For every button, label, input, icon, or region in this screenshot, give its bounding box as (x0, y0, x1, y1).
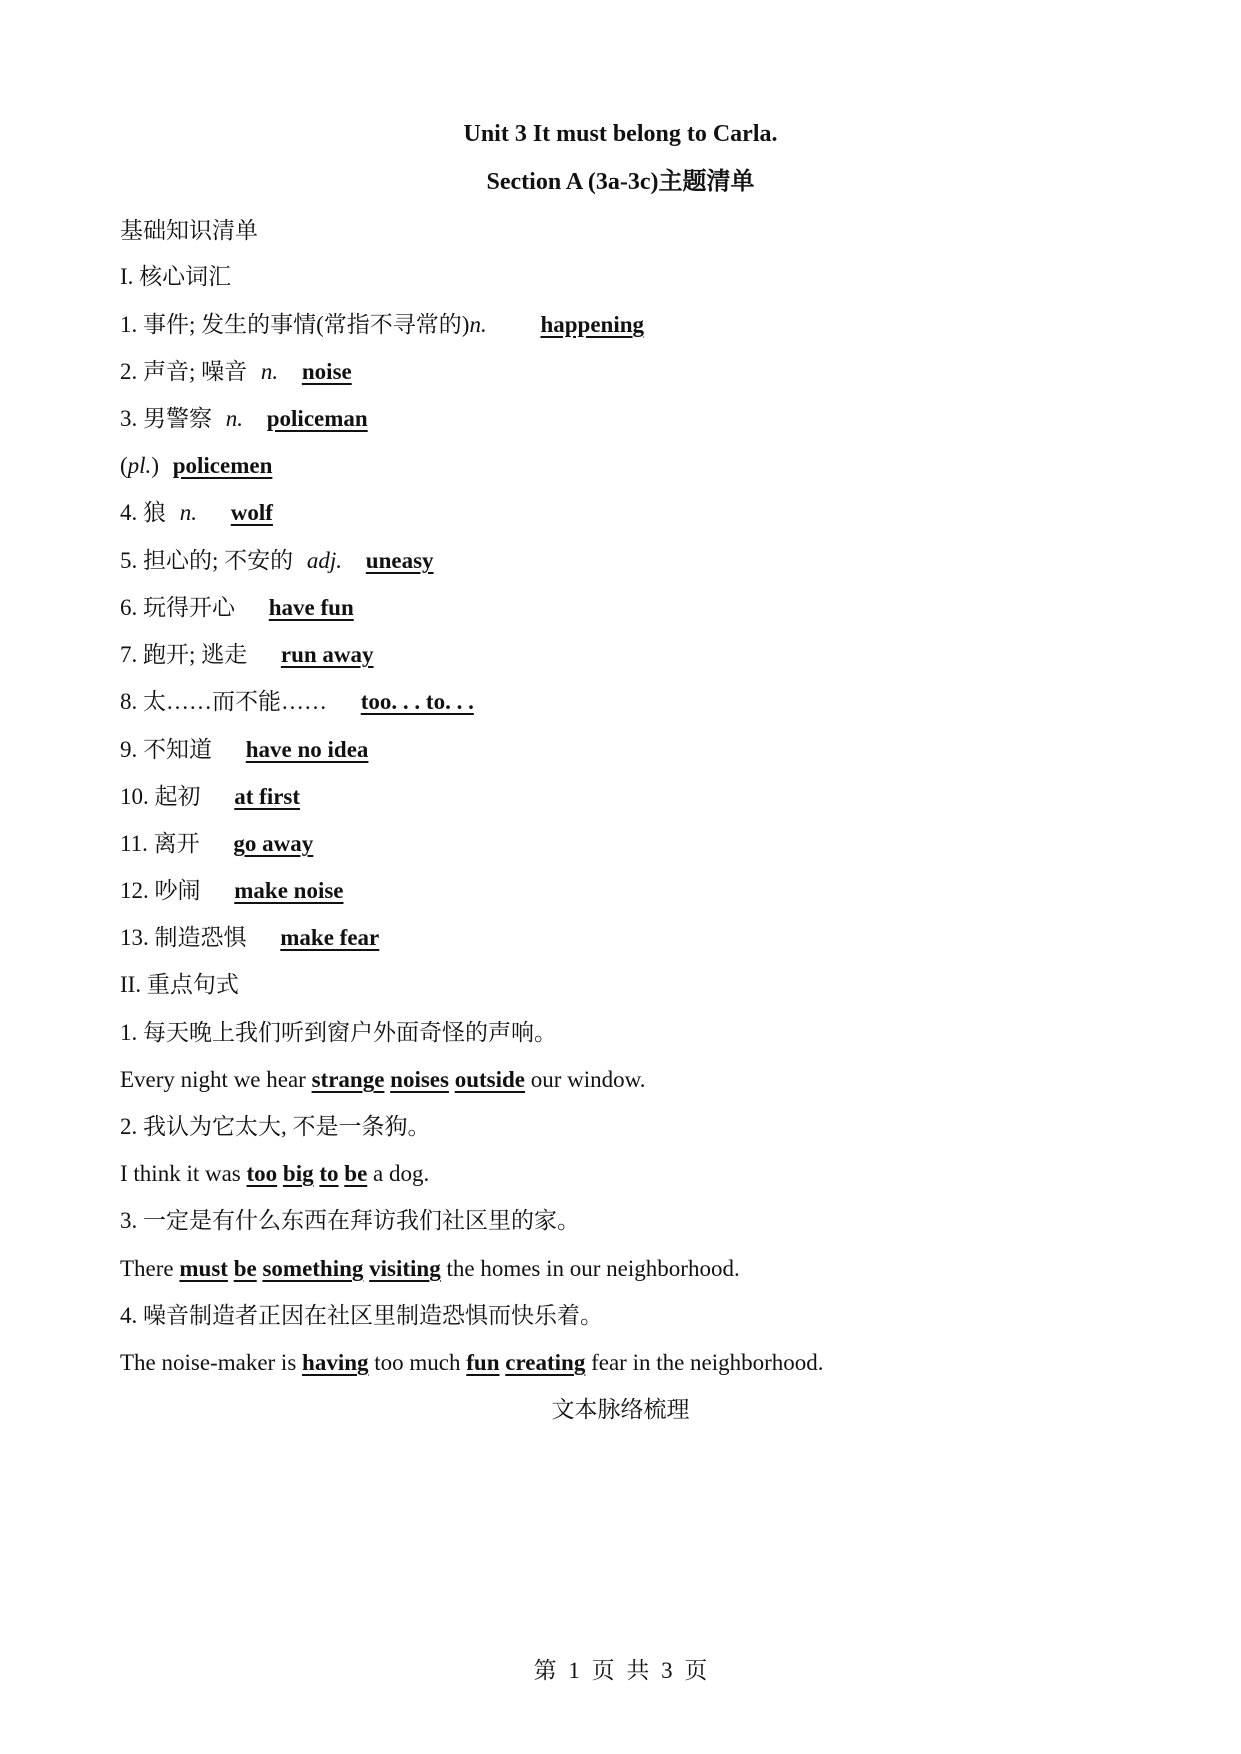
vocab-answer: noise (301, 359, 352, 384)
vocab-cn-close: ) (151, 453, 159, 478)
outline-heading: 文本脉络梳理 (551, 1397, 690, 1422)
vocab-num: 10. (120, 784, 149, 809)
vocab-item (120, 923, 379, 953)
vocab-cn: 制造恐惧 (154, 925, 247, 950)
section-title: Section A (3a-3c)主题清单 (486, 169, 755, 195)
vocab-num: 6. (120, 595, 138, 620)
vocab-pos: n. (179, 500, 197, 525)
vocab-item (120, 498, 273, 528)
sentence-cn: 2. 我认为它太大, 不是一条狗。 (120, 1114, 431, 1139)
vocab-num: 9. (120, 737, 138, 762)
vocab-pos: adj. (306, 548, 343, 573)
vocab-answer: uneasy (365, 548, 434, 573)
vocab-num: 11. (120, 831, 148, 856)
vocab-cn: 不知道 (143, 737, 212, 762)
vocab-cn: 担心的; 不安的 (143, 548, 294, 573)
sentence-answer: having (302, 1350, 369, 1375)
vocab-pos: pl. (127, 453, 152, 478)
sentence-en (120, 1065, 646, 1095)
sentence-answer: be (233, 1256, 257, 1281)
sentence-text: our window. (525, 1067, 646, 1092)
vocab-cn: 太……而不能…… (143, 689, 327, 714)
vocab-answer: make noise (234, 878, 344, 903)
vocab-item (120, 546, 434, 576)
vocab-answer: wolf (230, 500, 273, 525)
vocab-answer: go away (233, 831, 314, 856)
vocab-answer: too. . . to. . . (360, 689, 474, 714)
vocab-pos: n. (260, 359, 279, 384)
vocab-item (120, 687, 474, 717)
vocab-num: 8. (120, 689, 138, 714)
vocab-cn: 玩得开心 (143, 595, 235, 620)
sentence-text: too much (368, 1350, 467, 1375)
sentence-cn: 1. 每天晚上我们听到窗户外面奇怪的声响。 (120, 1020, 557, 1045)
vocab-item (120, 357, 352, 387)
vocab-num: 7. (120, 642, 138, 667)
vocab-cn: 吵闹 (154, 878, 201, 903)
vocab-cn: 声音; 噪音 (143, 359, 248, 384)
sentence-text: The noise-maker is (120, 1350, 303, 1375)
vocab-cn: 狼 (143, 500, 166, 525)
vocab-pos: n. (225, 406, 243, 431)
vocab-answer: make fear (280, 925, 380, 950)
page-footer: 第 1 页 共 3 页 (533, 1658, 708, 1683)
sentence-answer: strange (311, 1067, 385, 1092)
sentence-answer: noises (390, 1067, 449, 1092)
sentence-en (120, 1348, 824, 1378)
sentence-text: I think it was (120, 1161, 247, 1186)
sentence-answer: fun (466, 1350, 500, 1375)
sentence-text: Every night we hear (120, 1067, 312, 1092)
vocab-answer: policeman (266, 406, 368, 431)
vocab-num: 2. (120, 359, 138, 384)
vocab-item (120, 735, 368, 765)
sentence-en (120, 1159, 429, 1189)
vocab-item (120, 829, 313, 859)
sentence-text: There (120, 1256, 180, 1281)
sentence-en (120, 1254, 740, 1284)
vocab-num: 4. (120, 500, 138, 525)
vocab-num: 1. (120, 312, 138, 337)
vocab-item (120, 310, 644, 340)
sentence-text: the homes in our neighborhood. (440, 1256, 740, 1281)
vocab-num: 13. (120, 925, 149, 950)
vocab-cn: ( (120, 453, 128, 478)
sentence-answer: big (282, 1161, 314, 1186)
vocab-item (120, 451, 272, 481)
sentence-answer: visiting (369, 1256, 441, 1281)
vocab-num: 5. (120, 548, 138, 573)
sentence-answer: must (179, 1256, 228, 1281)
sentence-answer: outside (454, 1067, 526, 1092)
vocab-pos: n. (469, 312, 487, 337)
sentence-answer: too (246, 1161, 278, 1186)
sentence-answer: something (262, 1256, 364, 1281)
vocab-num: 3. (120, 406, 138, 431)
sentence-answer: be (344, 1161, 368, 1186)
sentence-text: a dog. (367, 1161, 430, 1186)
vocab-answer: have no idea (245, 737, 369, 762)
vocab-answer: policemen (172, 453, 273, 478)
vocab-answer: have fun (268, 595, 354, 620)
sentence-cn: 3. 一定是有什么东西在拜访我们社区里的家。 (120, 1208, 580, 1233)
vocab-cn: 起初 (154, 784, 201, 809)
unit-title: Unit 3 It must belong to Carla. (463, 121, 778, 147)
basic-knowledge-heading: 基础知识清单 (120, 218, 258, 243)
vocab-cn: 跑开; 逃走 (143, 642, 248, 667)
vocab-answer: run away (280, 642, 374, 667)
vocab-cn: 事件; 发生的事情(常指不寻常的) (143, 312, 470, 337)
vocab-item (120, 876, 344, 906)
sentence-text: fear in the neighborhood. (585, 1350, 824, 1375)
vocab-num: 12. (120, 878, 149, 903)
sentences-heading: II. 重点句式 (120, 972, 239, 997)
vocab-item (120, 640, 374, 670)
vocab-item (120, 593, 354, 623)
vocab-heading: I. 核心词汇 (120, 264, 232, 289)
vocab-cn: 离开 (153, 831, 200, 856)
sentence-answer: to (319, 1161, 339, 1186)
sentence-cn: 4. 噪音制造者正因在社区里制造恐惧而快乐着。 (120, 1303, 603, 1328)
vocab-item (120, 404, 368, 434)
sentence-answer: creating (505, 1350, 586, 1375)
vocab-item (120, 782, 300, 812)
vocab-cn: 男警察 (143, 406, 212, 431)
vocab-answer: at first (234, 784, 301, 809)
vocab-answer: happening (540, 312, 645, 337)
